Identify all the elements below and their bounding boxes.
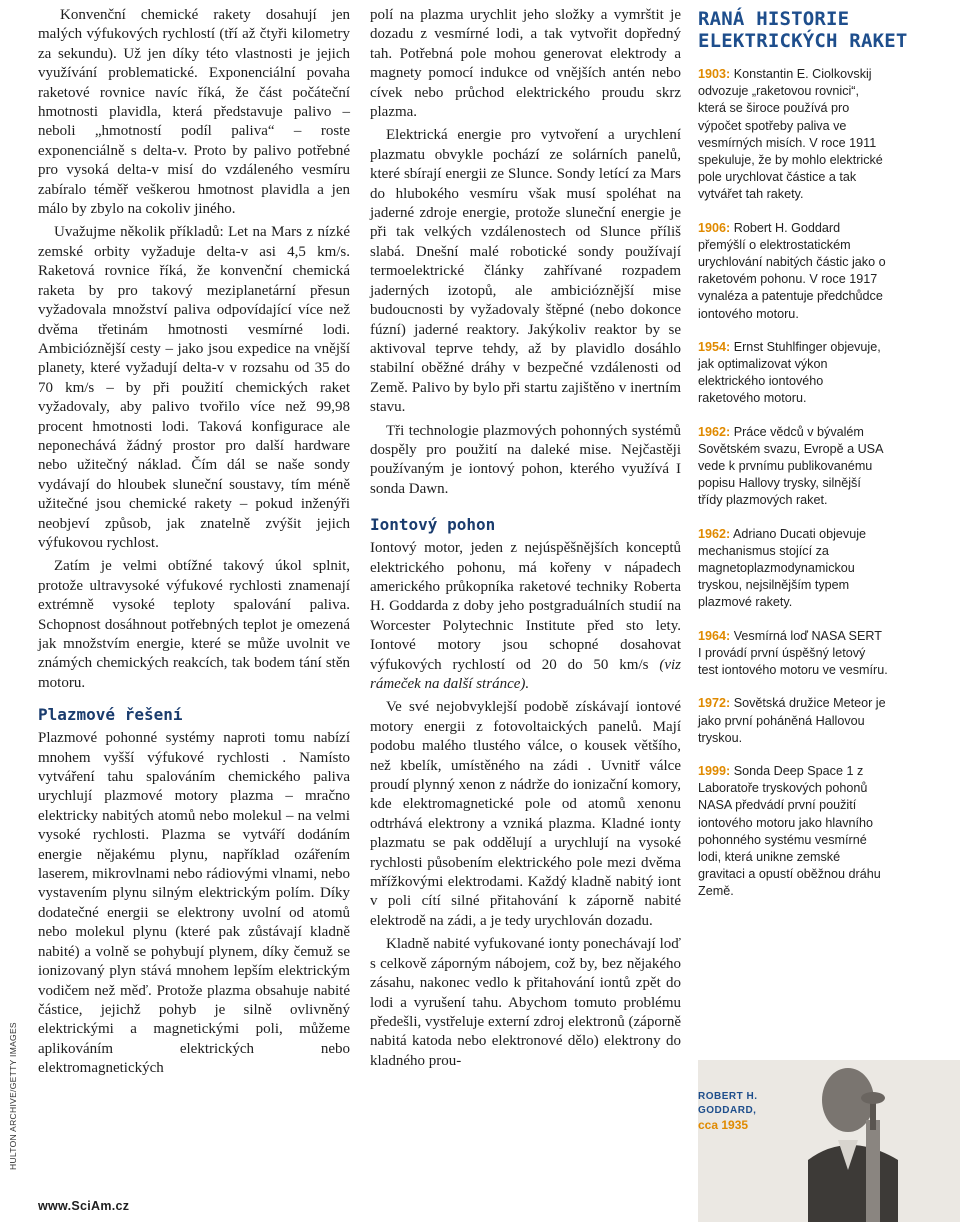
box-reference: (viz rámeček na další stránce). xyxy=(370,656,681,692)
caption-name: ROBERT H. xyxy=(698,1091,758,1102)
timeline-year: 1964: xyxy=(698,628,731,643)
timeline-entry xyxy=(698,526,888,612)
photo-credit: HULTON ARCHIVE/GETTY IMAGES xyxy=(8,1022,18,1170)
column-1 xyxy=(38,6,350,1083)
paragraph: polí na plazma urychlit jeho složky a vymrštit je dozadu z vesmírné lodi, a tak vytvořit dopředný tah. Potřebná pole mohou generovat elektrody a magnety pomocí indukce od vnějších antén nebo cívek nebo průchod elektrického proudu skrz plazma. xyxy=(370,7,681,121)
timeline-entry xyxy=(698,763,888,901)
timeline-entry xyxy=(698,628,888,680)
section-heading-ion: Iontový pohon xyxy=(370,515,496,535)
timeline-list xyxy=(698,66,944,901)
footer-url: www.SciAm.cz xyxy=(38,1199,130,1213)
section-heading-plasma: Plazmové řešení xyxy=(38,705,183,725)
paragraph: Zatím je velmi obtížné takový úkol splnit, protože ultravysoké výfukové rychlosti znamenají extrémně vysoké teploty spalování paliva. Schopnost dosáhnout potřebných teplot je omezená jak množstvím energie, které se může uvolnit ve známých chemických reakcích, tak bodem tání stěn motoru. xyxy=(38,558,350,691)
timeline-sidebar xyxy=(698,6,944,917)
paragraph: Tři technologie plazmových pohonných systémů dospěly pro použití na daleké mise. Nejčastěji používaným je iontový pohon, kterého využívá I sonda Dawn. xyxy=(370,422,681,497)
timeline-entry xyxy=(698,66,888,204)
timeline-year: 1954: xyxy=(698,339,731,354)
timeline-text: Práce vědců v bývalém Sovětském svazu, Evropě a USA vede k prvnímu publikovanému popisu Hallovy trysky, silnější třídy plazmových raket. xyxy=(698,424,883,508)
timeline-year: 1999: xyxy=(698,763,731,778)
timeline-year: 1903: xyxy=(698,67,731,81)
column-2 xyxy=(370,6,681,1075)
paragraph: Plazmové pohonné systémy naproti tomu nabízí mnohem vyšší výfukové rychlosti . Namísto vytváření tahu spalováním chemického paliva urychlují plazmové motory plazma – mračno elektricky nabitých atomů nebo molekul – na velmi vysoké rychlosti. Plazma se vytváří dodáním energie nějakému plynu, například ozářením laserem, mikrovlnami nebo rádiovými vlnami, nebo vystavením plynu silným elektrickým polím. Díky dodatečné energii se elektrony uvolní od atomů nebo molekul plynu (které pak zůstávají kladně nabité) a volně se pohybují plynem, díky čemuž se ionizovaný plyn stává mnohem lepším elektrickým vodičem než měď. Protože plazma obsahuje nabité částice, jejichž pohyb je silně ovlivněný elektrickými a magnetickými poli, můžeme aplikováním elektrických nebo elektromagnetických xyxy=(38,730,351,1077)
paragraph: Ve své nejobvyklejší podobě získávají iontové motory energii z fotovoltaických panelů. Mají podobu malého tlustého válce, o kousek většího, než kbelík, umístěného na zádi . Uvnitř válce proudí plynný xenon z nádrže do ionizační komory, kde elektromagnetické pole od atomů xenonu odtrhává elektrony a vzniká plazma. Kladné ionty plazmatu se pak oddělují a urychlují na vysoké rychlosti působením elektrického pole mezi dvěma mřížkovými elektrodami. Každý kladně nabitý iont v poli cítí silné přitahování k záporně nabité elektrodě na zádi, a je tedy urychlován dozadu. xyxy=(370,699,681,929)
photo-caption xyxy=(698,1090,768,1132)
paragraph: Kladně nabité vyfukované ionty ponechávají loď s celkově záporným nábojem, což by, bez nějakého zásahu, nakonec vedlo k přitahování iontů zpět do lodi a vyrušení tahu. Abychom tomuto problému předešli, vystřeluje externí zdroj elektronů (záporně nabitá katoda nebo elektronové dělo) elektrony do kladného prou- xyxy=(370,936,681,1069)
photo-illustration xyxy=(698,1060,960,1222)
timeline-entry xyxy=(698,339,888,408)
paragraph xyxy=(370,539,681,694)
caption-name: GODDARD, xyxy=(698,1105,757,1116)
timeline-text: Robert H. Goddard přemýšlí o elektrostatickém urychlování nabitých částic jako o raketovém pohonu. V roce 1917 vynaléza a patentuje předchůdce iontového motoru. xyxy=(698,220,886,321)
timeline-entry xyxy=(698,220,888,323)
timeline-text: Sonda Deep Space 1 z Laboratoře tryskových pohonů NASA předvádí první použití iontového motoru jako hlavního pohonného systému vesmírné lodi, která unikne zemské gravitaci a opustí oběžnou dráhu Země. xyxy=(698,763,881,899)
timeline-text: Ernst Stuhlfinger objevuje, jak optimalizovat výkon elektrického iontového raketového motoru. xyxy=(698,339,881,406)
timeline-entry xyxy=(698,424,888,510)
caption-year: cca 1935 xyxy=(698,1118,749,1132)
sidebar-title: RANÁ HISTORIE ELEKTRICKÝCH RAKET xyxy=(698,8,908,52)
timeline-text: Konstantin E. Ciolkovskij odvozuje „raketovou rovnici“, která se široce používá pro výpočet spotřeby paliva ve vesmírných misích. V roce 1911 spekuluje, že by mohlo elektrické pole urychlovat částice a tak vytvářet tah rakety. xyxy=(698,67,883,202)
timeline-text: Vesmírná loď NASA SERT I provádí první úspěšný letový test iontového motoru ve vesmíru. xyxy=(698,628,888,678)
goddard-photo xyxy=(698,1060,960,1222)
timeline-year: 1962: xyxy=(698,424,731,439)
paragraph: Elektrická energie pro vytvoření a urychlení plazmatu obvykle pochází ze solárních panelů, které sbírají energii ze Slunce. Sondy letící za Mars do hlubokého vesmíru však musí spoléhat na jaderné zdroje energie, protože sluneční energie je při tak velkých vzdálenostech od Slunce příliš slabá. Dnešní malé robotické sondy používají termoelektrické články zahřívané rozpadem jaderných izotopů, ale ambicióznější mise budoucnosti by vyžadovaly štěpné (nebo dokonce fúzní) jaderné reaktory. Jakýkoliv reaktor by se aktivoval teprve tehdy, až by plavidlo dosáhlo stabilní oběžné dráhy v bezpečné vzdálenosti od Země. Palivo by bylo při startu zajištěno v inertním stavu. xyxy=(370,127,681,416)
paragraph-text: Iontový motor, jeden z nejúspěšnějších konceptů elektrického pohonu, má kořeny v nápadech amerického průkopníka raketové techniky Roberta H. Goddarda z doby jeho postgraduálních studií na Worcester Polytechnic Institute před sto lety. Iontové motory jsou schopné dosahovat výfukových rychlostí od 20 do 50 km/s xyxy=(370,540,681,673)
paragraph: Konvenční chemické rakety dosahují jen malých výfukových rychlostí (tří až čtyři kilometry za sekundu). Už jen díky této vlastnosti je jejich využívání problematické. Exponenciální povaha raketové rovnice navíc říká, že část počáteční hmotnosti plavidla, která představuje palivo – neboli „hmotností podíl paliva“ – roste exponenciálně s delta-v. Proto by palivo potřebné pro vysoká delta-v misí do vzdáleného vesmíru zabíralo téměř veškerou hmotnost plavidla a jen málo by zbylo na cokoliv jiného. xyxy=(38,7,350,218)
paragraph: Uvažujme několik příkladů: Let na Mars z nízké zemské orbity vyžaduje delta-v asi 4,5 km/s. Raketová rovnice říká, že konvenční chemická raketa by pro takový meziplanetární přesun vyžadovala množství paliva odpovídající více než dvěma třetinám hmotnosti vesmírné lodi. Ambicióznější cesty – jako jsou expedice na vnější planety, které vyžadují delta-v v rozsahu od 35 do 70 km/s – by při použití chemických raket vyžadovaly, aby palivo tvořilo více než 99,98 procent hmotnosti lodi. Taková konfigurace ale neponechává žádný prostor pro další hardware nebo užitečný náklad. Čím dál se naše sondy vydávají do hloubek sluneční soustavy, tím méně užitečné jsou chemické rakety – pokud inženýři neobjeví způsob, jak znatelně zvýšit jejich výfukovou rychlost. xyxy=(38,224,350,551)
timeline-entry xyxy=(698,695,888,747)
timeline-text: Sovětská družice Meteor je jako první poháněná Hallovou tryskou. xyxy=(698,696,886,745)
timeline-year: 1962: xyxy=(698,526,731,541)
timeline-year: 1972: xyxy=(698,696,731,711)
timeline-text: Adriano Ducati objevuje mechanismus stojící za magnetoplazmodynamickou tryskou, nejsilnějším typem plazmové rakety. xyxy=(698,526,867,610)
timeline-year: 1906: xyxy=(698,220,731,235)
